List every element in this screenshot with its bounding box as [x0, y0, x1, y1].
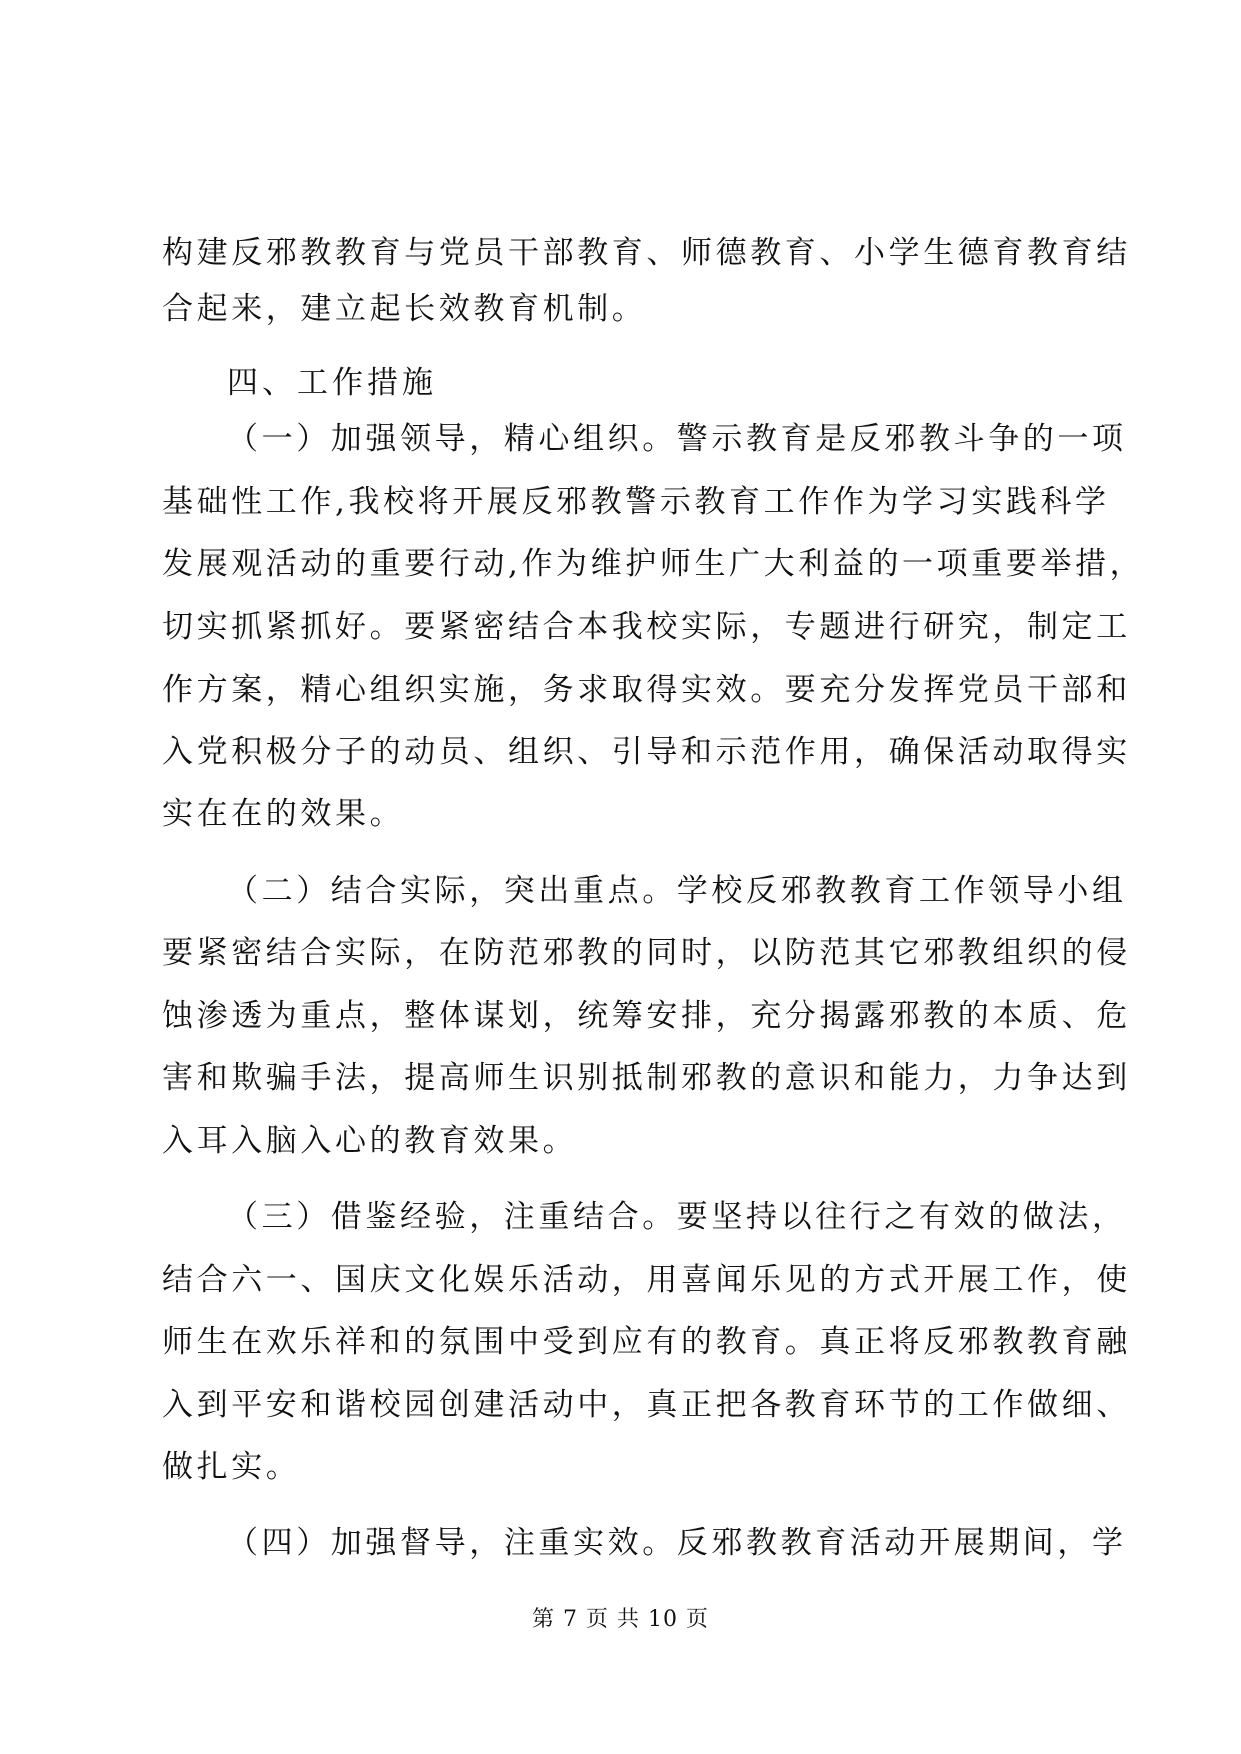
paragraph-line: 结合六一、国庆文化娱乐活动，用喜闻乐见的方式开展工作，使 — [162, 1262, 1131, 1298]
section-heading: 四、工作措施 — [227, 365, 437, 401]
paragraph-line: 发展观活动的重要行动,作为维护师生广大利益的一项重要举措， — [162, 546, 1145, 582]
paragraph-line: 切实抓紧抓好。要紧密结合本我校实际，专题进行研究，制定工 — [162, 609, 1131, 645]
paragraph-line: 入到平安和谐校园创建活动中，真正把各教育环节的工作做细、 — [162, 1387, 1131, 1423]
paragraph-line: （一）加强领导，精心组织。警示教育是反邪教斗争的一项 — [227, 421, 1127, 457]
paragraph-line: 入耳入脑入心的教育效果。 — [162, 1123, 578, 1159]
paragraph-line: 害和欺骗手法，提高师生识别抵制邪教的意识和能力，力争达到 — [162, 1060, 1131, 1096]
paragraph-line: 合起来，建立起长效教育机制。 — [162, 291, 647, 327]
paragraph-line: 师生在欢乐祥和的氛围中受到应有的教育。真正将反邪教教育融 — [162, 1324, 1131, 1360]
paragraph-line: 入党积极分子的动员、组织、引导和示范作用，确保活动取得实 — [162, 734, 1131, 770]
paragraph-line: 做扎实。 — [162, 1449, 301, 1485]
page-number-footer: 第 7 页 共 10 页 — [532, 1607, 709, 1632]
paragraph-line: （四）加强督导，注重实效。反邪教教育活动开展期间，学 — [227, 1525, 1127, 1561]
paragraph-line: 构建反邪教教育与党员干部教育、师德教育、小学生德育教育结 — [162, 235, 1131, 271]
paragraph-line: 蚀渗透为重点，整体谋划，统筹安排，充分揭露邪教的本质、危 — [162, 998, 1131, 1034]
paragraph-line: （三）借鉴经验，注重结合。要坚持以往行之有效的做法， — [227, 1199, 1127, 1235]
paragraph-line: （二）结合实际，突出重点。学校反邪教教育工作领导小组 — [227, 873, 1127, 909]
paragraph-line: 实在在的效果。 — [162, 796, 405, 832]
paragraph-line: 要紧密结合实际，在防范邪教的同时，以防范其它邪教组织的侵 — [162, 935, 1131, 971]
paragraph-line: 作方案，精心组织实施，务求取得实效。要充分发挥党员干部和 — [162, 672, 1131, 708]
paragraph-line: 基础性工作,我校将开展反邪教警示教育工作作为学习实践科学 — [162, 484, 1110, 520]
